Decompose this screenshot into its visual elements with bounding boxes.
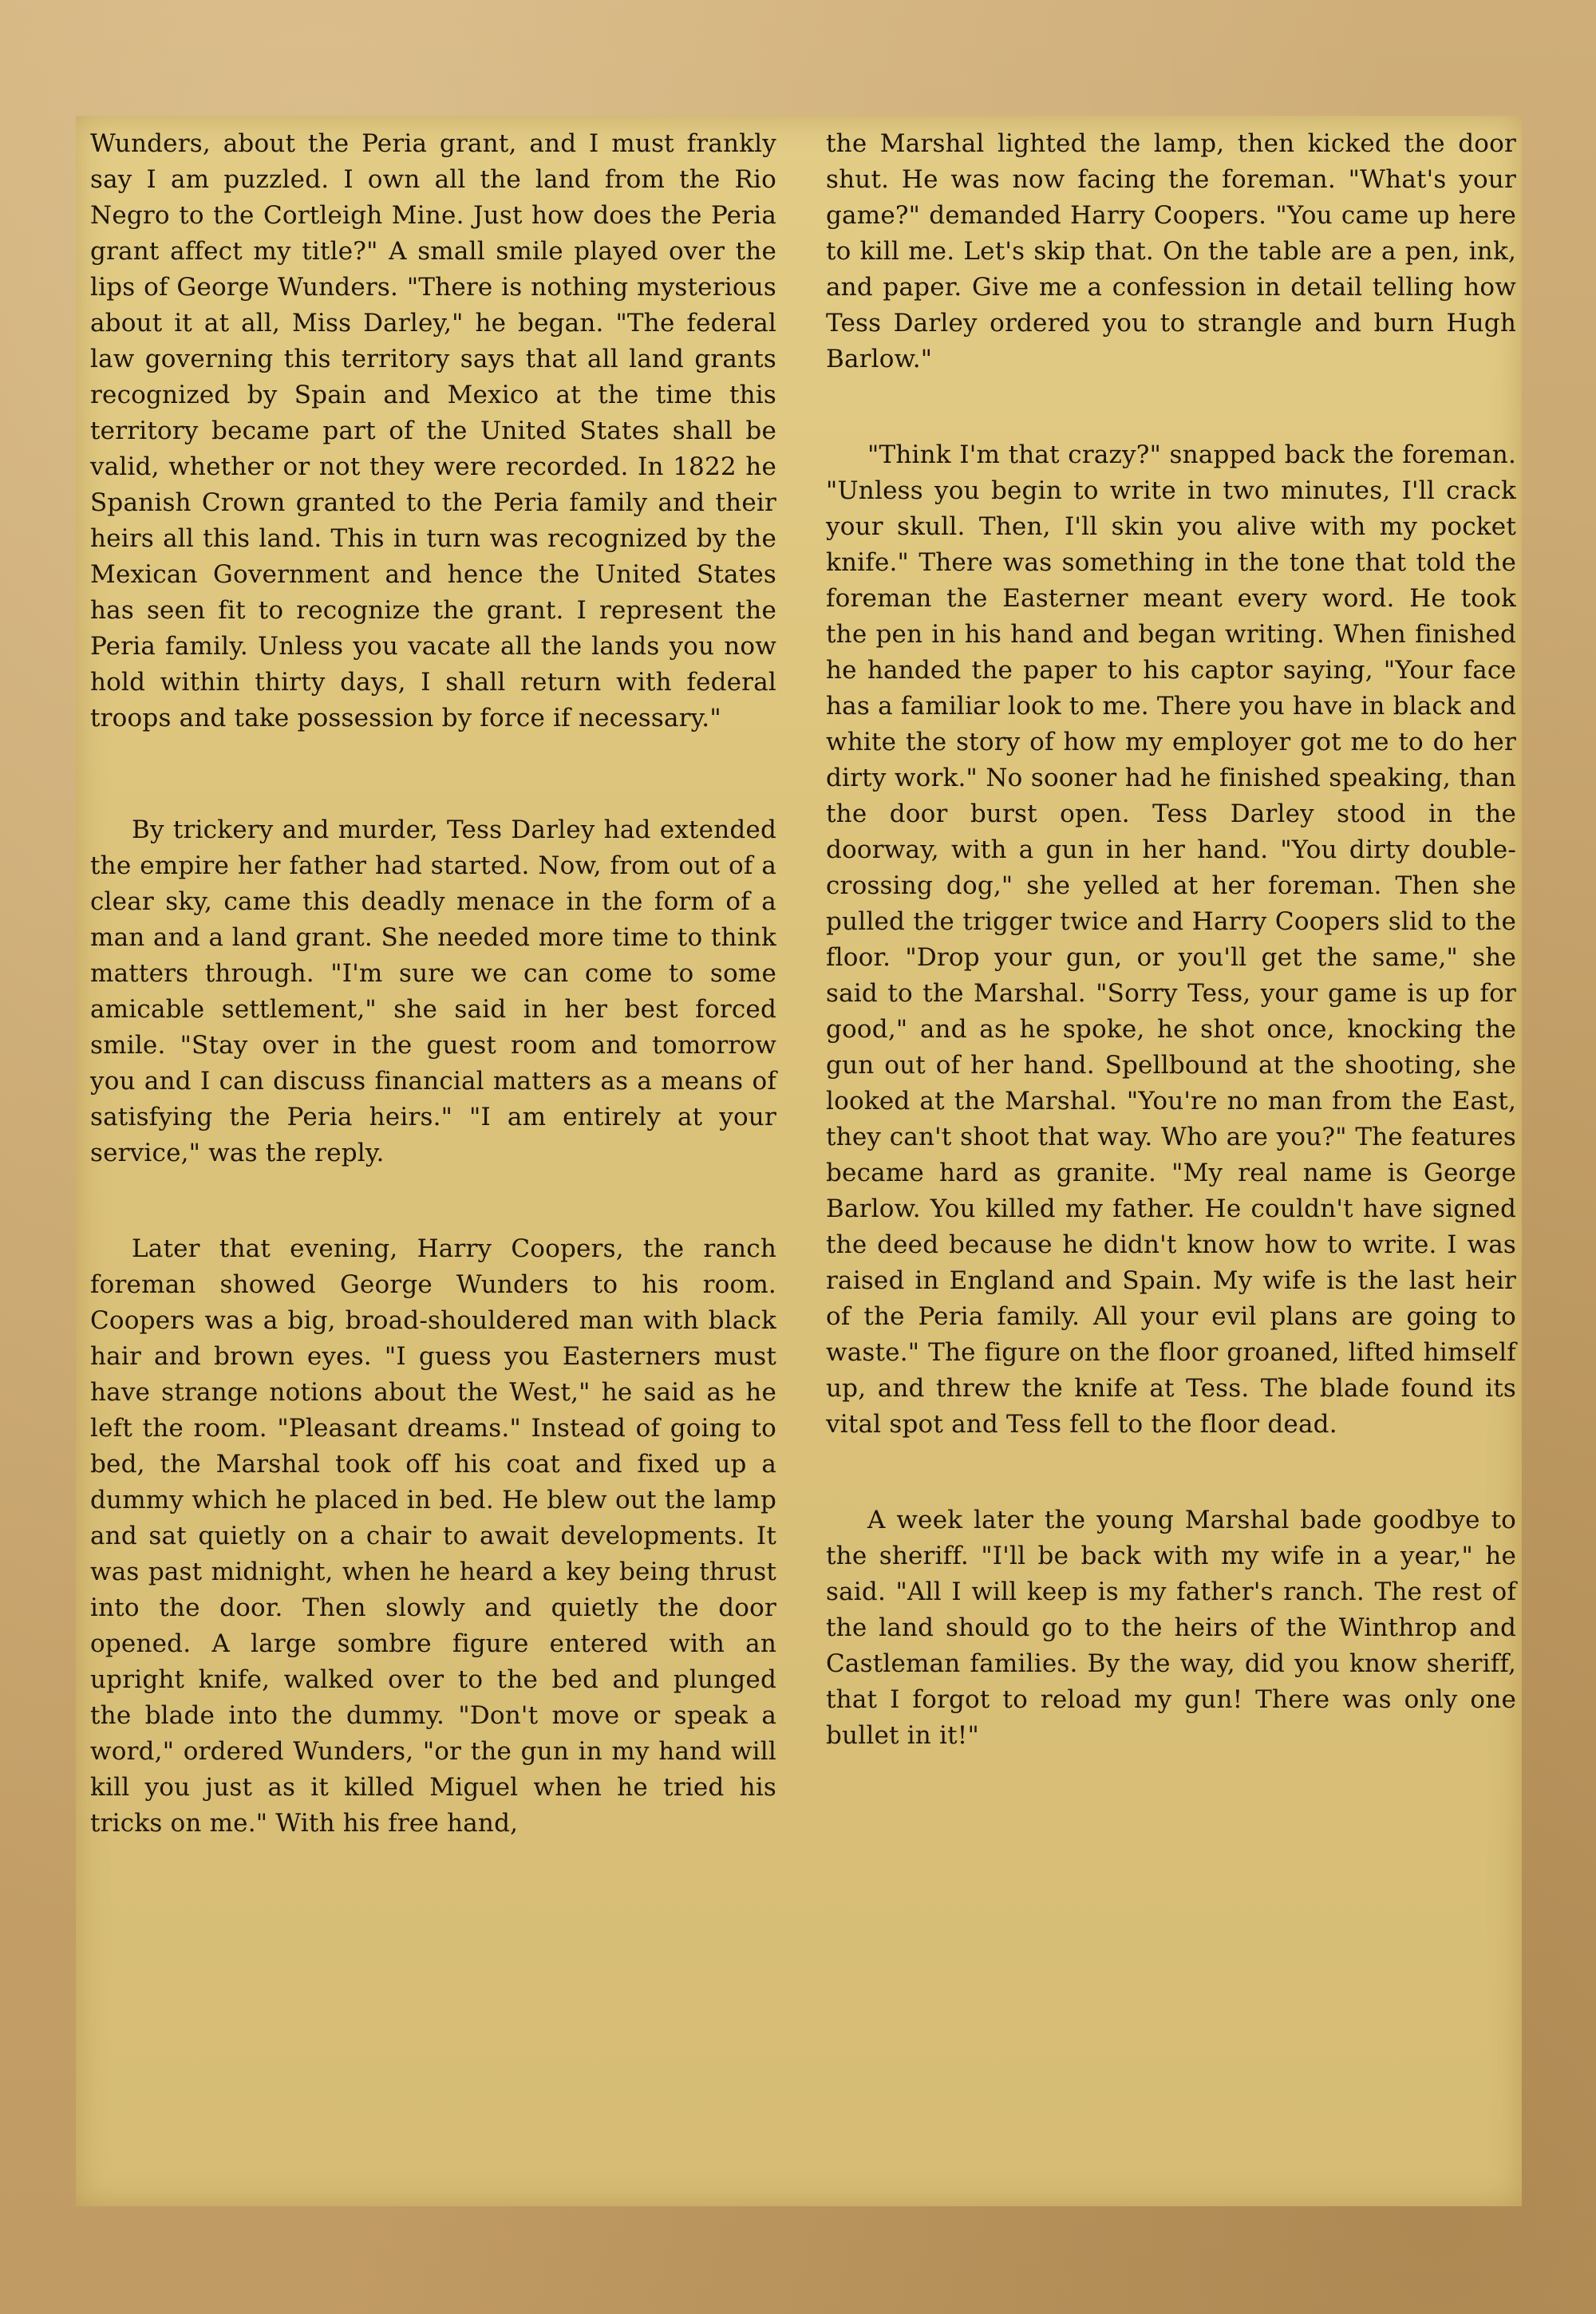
text-column-right: [826, 126, 1516, 1754]
paragraph: Later that evening, Harry Coopers, the ranch foreman showed George Wunders to his room. Coopers was a big, broad-shouldered man with black hair and brown eyes. "I guess you Easterners must have strange notions about the West," he said as he left the room. "Pleasant dreams." Instead of going to bed, the Marshal took off his coat and fixed up a dummy which he placed in bed. He blew out the lamp and sat quietly on a chair to await developments. It was past midnight, when he heard a key being thrust into the door. Then slowly and quietly the door opened. A large sombre figure entered with an upright knife, walked over to the bed and plunged the blade into the dummy. "Don't move or speak a word," ordered Wunders, "or the gun in my hand will kill you just as it killed Miguel when he tried his tricks on me." With his free hand,: [90, 1234, 776, 1838]
paragraph: A week later the young Marshal bade goodbye to the sheriff. "I'll be back with my wife in a year," he said. "All I will keep is my father's ranch. The rest of the land should go to the heirs of the Winthrop and Castleman families. By the way, did you know sheriff, that I forgot to reload my gun! There was only one bullet in it!": [826, 1506, 1516, 1750]
paragraph: the Marshal lighted the lamp, then kicked the door shut. He was now facing the foreman. "What's your game?" demanded Harry Coopers. "You came up here to kill me. Let's skip that. On the table are a pen, ink, and paper. Give me a confession in detail telling how Tess Darley ordered you to strangle and burn Hugh Barlow.": [826, 129, 1516, 373]
paragraph: Wunders, about the Peria grant, and I must frankly say I am puzzled. I own all the land from the Rio Negro to the Cortleigh Mine. Just how does the Peria grant affect my title?" A small smile played over the lips of George Wunders. "There is nothing mysterious about it at all, Miss Darley," he began. "The federal law governing this territory says that all land grants recognized by Spain and Mexico at the time this territory became part of the United States shall be valid, whether or not they were recorded. In 1822 he Spanish Crown granted to the Peria family and their heirs all this land. This in turn was recognized by the Mexican Government and hence the United States has seen fit to recognize the grant. I represent the Peria family. Unless you vacate all the lands you now hold within thirty days, I shall return with federal troops and take possession by force if necessary.": [90, 129, 776, 733]
paragraph: By trickery and murder, Tess Darley had extended the empire her father had started. Now, from out of a clear sky, came this deadly menace in the form of a man and a land grant. She needed more time to think matters through. "I'm sure we can come to some amicable settlement," she said in her best forced smile. "Stay over in the guest room and tomorrow you and I can discuss financial matters as a means of satisfying the Peria heirs." "I am entirely at your service," was the reply.: [90, 815, 776, 1167]
text-column-left: [90, 126, 776, 1842]
paragraph: "Think I'm that crazy?" snapped back the foreman. "Unless you begin to write in two minutes, I'll crack your skull. Then, I'll skin you alive with my pocket knife." There was something in the tone that told the foreman the Easterner meant every word. He took the pen in his hand and began writing. When finished he handed the paper to his captor saying, "Your face has a familiar look to me. There you have in black and white the story of how my employer got me to do her dirty work." No sooner had he finished speaking, than the door burst open. Tess Darley stood in the doorway, with a gun in her hand. "You dirty double-crossing dog," she yelled at her foreman. Then she pulled the trigger twice and Harry Coopers slid to the floor. "Drop your gun, or you'll get the same," she said to the Marshal. "Sorry Tess, your game is up for good," and as he spoke, he shot once, knocking the gun out of her hand. Spellbound at the shooting, she looked at the Marshal. "You're no man from the East, they can't shoot that way. Who are you?" The features became hard as granite. "My real name is George Barlow. You killed my father. He couldn't have signed the deed because he didn't know how to write. I was raised in England and Spain. My wife is the last heir of the Peria family. All your evil plans are going to waste." The figure on the floor groaned, lifted himself up, and threw the knife at Tess. The blade found its vital spot and Tess fell to the floor dead.: [826, 440, 1516, 1439]
